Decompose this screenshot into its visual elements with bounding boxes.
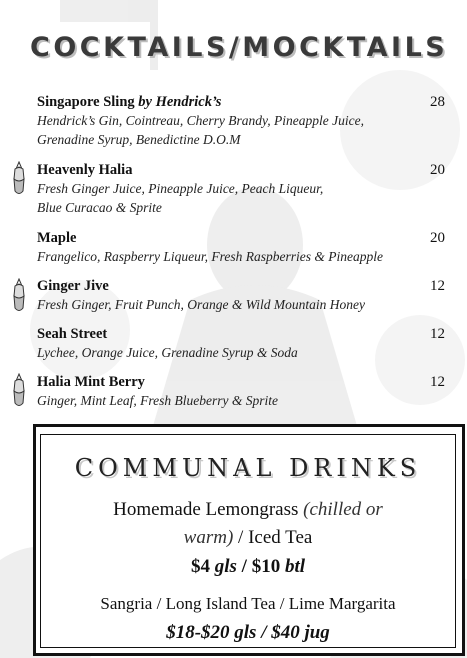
item-name: Ginger Jive: [37, 278, 109, 294]
cocktail-jug-price: $18-$20 gls / $40 jug: [166, 622, 330, 643]
item-name: Heavenly Halia: [37, 162, 133, 178]
item-price: 12: [430, 278, 445, 294]
item-description: Hendrick’s Gin, Cointreau, Cherry Brandy, Pineapple Juice, Grenadine Syrup, Benedictine D.O.M: [37, 113, 364, 147]
cocktail-jug-line: Sangria / Long Island Tea / Lime Margarita: [100, 594, 396, 613]
menu-item: [37, 230, 447, 266]
ginger-root-icon: [10, 161, 28, 197]
item-description: Fresh Ginger, Fruit Punch, Orange & Wild Mountain Honey: [37, 297, 365, 312]
section-heading: COCKTAILS/MOCKTAILS: [30, 32, 449, 63]
item-price: 12: [430, 374, 445, 390]
ginger-root-icon: [10, 278, 28, 314]
communal-drinks-content: [40, 434, 456, 648]
lemongrass-line: Homemade Lemongrass (chilled or: [113, 499, 383, 520]
item-price: 20: [430, 230, 445, 246]
item-name: Singapore Sling by Hendrick’s: [37, 94, 222, 110]
item-description: Lychee, Orange Juice, Grenadine Syrup & Soda: [37, 345, 298, 360]
menu-item: [37, 326, 447, 362]
menu-item: [37, 94, 447, 149]
item-description: Fresh Ginger Juice, Pineapple Juice, Peach Liqueur, Blue Curacao & Sprite: [37, 181, 324, 215]
item-description: Ginger, Mint Leaf, Fresh Blueberry & Sprite: [37, 393, 278, 408]
item-name: Halia Mint Berry: [37, 374, 145, 390]
menu-item: [37, 374, 447, 410]
item-description: Frangelico, Raspberry Liqueur, Fresh Raspberries & Pineapple: [37, 249, 383, 264]
item-price: 20: [430, 162, 445, 178]
item-price: 28: [430, 94, 445, 110]
ginger-root-icon: [10, 373, 28, 409]
lemongrass-price: $4 gls / $10 btl: [190, 556, 306, 577]
communal-drinks-title: COMMUNAL DRINKS: [74, 454, 422, 482]
item-name: Seah Street: [37, 326, 108, 342]
menu-item: [37, 162, 447, 217]
menu-item: [37, 278, 447, 314]
lemongrass-line-cont: warm) / Iced Tea: [183, 527, 313, 548]
item-price: 12: [430, 326, 445, 342]
item-name: Maple: [37, 230, 77, 246]
